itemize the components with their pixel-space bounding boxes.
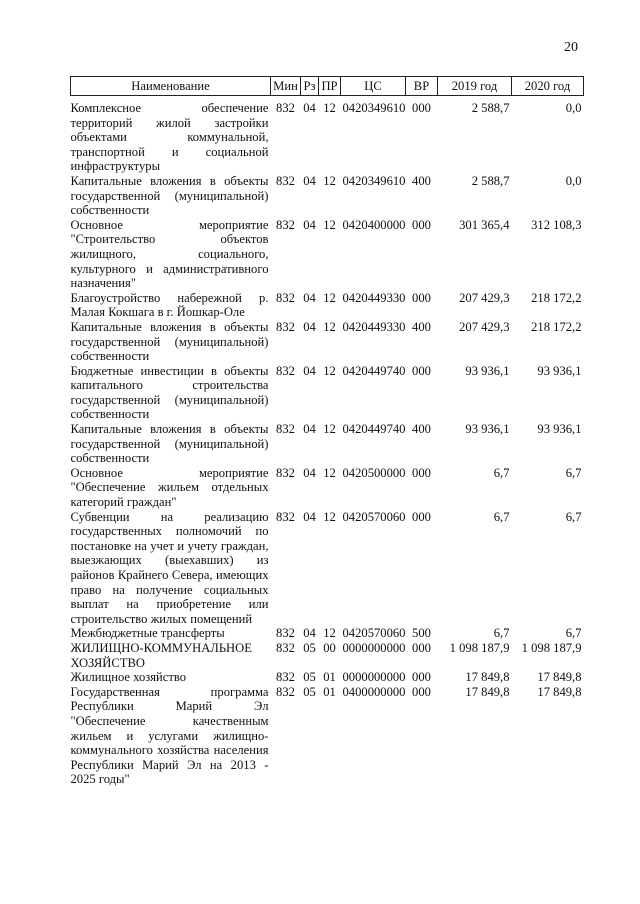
row-rz: 04	[303, 217, 316, 232]
row-amount-2020: 17 849,8	[537, 670, 582, 685]
row-amount-2019: 207 429,3	[459, 290, 510, 305]
row-cs: 0420570060	[342, 626, 406, 641]
row-cs: 0420400000	[342, 217, 406, 232]
row-amount-2020: 0,0	[565, 101, 582, 115]
row-pr: 12	[323, 465, 336, 480]
row-pr: 00	[323, 640, 336, 655]
row-amount-2019: 1 098 187,9	[449, 640, 510, 655]
row-cs: 0420349610	[342, 101, 406, 115]
row-min: 832	[276, 290, 295, 305]
row-name: ЖИЛИЩНО-КОММУНАЛЬНОЕ ХОЗЯЙСТВО	[70, 640, 252, 670]
row-pr: 12	[323, 319, 336, 334]
row-amount-2019: 301 365,4	[459, 217, 510, 232]
row-pr: 01	[323, 684, 336, 699]
table-row	[71, 510, 584, 627]
page-number: 20	[564, 40, 578, 55]
row-min: 832	[276, 684, 295, 699]
row-name: Капитальные вложения в объекты государственной (муниципальной) собственности	[70, 173, 269, 218]
row-vr: 000	[412, 670, 431, 685]
table-row	[71, 641, 584, 670]
row-vr: 000	[412, 684, 431, 699]
row-cs: 0420449740	[342, 363, 406, 378]
row-rz: 05	[303, 640, 316, 655]
row-amount-2019: 17 849,8	[465, 684, 510, 699]
row-cs: 0000000000	[342, 670, 406, 685]
row-rz: 04	[303, 509, 316, 524]
row-rz: 04	[303, 101, 316, 115]
row-cs: 0420570060	[342, 509, 406, 524]
row-cs: 0420449330	[342, 290, 406, 305]
budget-table	[70, 76, 584, 787]
row-pr: 12	[323, 217, 336, 232]
row-amount-2019: 6,7	[493, 465, 510, 480]
row-rz: 05	[303, 684, 316, 699]
row-min: 832	[276, 101, 295, 115]
row-name: Капитальные вложения в объекты государственной (муниципальной) собственности	[70, 422, 269, 466]
row-vr: 000	[412, 363, 431, 378]
table-body	[71, 96, 584, 787]
row-vr: 400	[412, 173, 431, 188]
row-rz: 05	[303, 670, 316, 685]
row-name: Межбюджетные трансферты	[70, 626, 225, 641]
table-row	[71, 626, 584, 641]
row-pr: 12	[323, 363, 336, 378]
table-row	[71, 320, 584, 364]
row-amount-2020: 218 172,2	[531, 290, 582, 305]
row-min: 832	[276, 217, 295, 232]
row-pr: 12	[323, 422, 336, 437]
column-header-2019: 2019 год	[438, 77, 512, 96]
row-amount-2020: 93 936,1	[537, 363, 582, 378]
row-vr: 500	[412, 626, 431, 641]
row-amount-2020: 6,7	[565, 626, 582, 641]
row-amount-2019: 93 936,1	[465, 363, 510, 378]
row-amount-2019: 2 588,7	[471, 101, 510, 115]
row-cs: 0420449330	[342, 319, 406, 334]
row-cs: 0420349610	[342, 173, 406, 188]
row-min: 832	[276, 640, 295, 655]
row-min: 832	[276, 319, 295, 334]
row-pr: 12	[323, 101, 336, 115]
row-min: 832	[276, 626, 295, 641]
row-amount-2019: 6,7	[493, 626, 510, 641]
table-row	[71, 364, 584, 422]
row-amount-2020: 312 108,3	[531, 217, 582, 232]
table-row	[71, 291, 584, 320]
row-rz: 04	[303, 422, 316, 437]
column-header-pr: ПР	[319, 77, 341, 96]
row-min: 832	[276, 465, 295, 480]
row-pr: 12	[323, 509, 336, 524]
column-header-2020: 2020 год	[512, 77, 584, 96]
row-rz: 04	[303, 319, 316, 334]
row-amount-2020: 93 936,1	[537, 422, 582, 437]
row-pr: 01	[323, 670, 336, 685]
row-cs: 0000000000	[342, 640, 406, 655]
row-amount-2019: 207 429,3	[459, 319, 510, 334]
table-row	[71, 466, 584, 510]
row-min: 832	[276, 363, 295, 378]
row-amount-2020: 17 849,8	[537, 684, 582, 699]
row-rz: 04	[303, 173, 316, 188]
table-row	[71, 670, 584, 685]
table-row	[71, 685, 584, 787]
row-vr: 000	[412, 101, 431, 115]
column-header-rz: Рз	[301, 77, 319, 96]
row-vr: 400	[412, 319, 431, 334]
row-vr: 000	[412, 465, 431, 480]
column-header-name: Наименование	[71, 77, 271, 96]
row-min: 832	[276, 509, 295, 524]
row-vr: 000	[412, 290, 431, 305]
row-name: Основное мероприятие "Строительство объектов жилищного, социального, культурного и административного назначения"	[70, 217, 269, 291]
row-rz: 04	[303, 363, 316, 378]
row-rz: 04	[303, 626, 316, 641]
table-row	[71, 174, 584, 218]
row-amount-2019: 93 936,1	[465, 422, 510, 437]
row-min: 832	[276, 173, 295, 188]
row-pr: 12	[323, 173, 336, 188]
row-name: Капитальные вложения в объекты государственной (муниципальной) собственности	[70, 319, 269, 364]
row-pr: 12	[323, 626, 336, 641]
row-vr: 000	[412, 509, 431, 524]
row-amount-2020: 218 172,2	[531, 319, 582, 334]
column-header-vr: ВР	[406, 77, 438, 96]
row-amount-2019: 6,7	[493, 509, 510, 524]
table-row	[71, 422, 584, 466]
table-row	[71, 101, 584, 174]
row-name: Жилищное хозяйство	[70, 670, 187, 685]
column-header-cs: ЦС	[341, 77, 406, 96]
row-amount-2019: 2 588,7	[471, 173, 510, 188]
row-rz: 04	[303, 465, 316, 480]
table-row	[71, 218, 584, 291]
row-pr: 12	[323, 290, 336, 305]
row-vr: 400	[412, 422, 431, 437]
row-name: Комплексное обеспечение территорий жилой застройки объектами коммунальной, транспортной и социальной инфраструктуры	[70, 101, 269, 174]
column-header-min: Мин	[271, 77, 301, 96]
row-amount-2020: 6,7	[565, 509, 582, 524]
row-rz: 04	[303, 290, 316, 305]
row-cs: 0400000000	[342, 684, 406, 699]
row-name: Благоустройство набережной р. Малая Кокшага в г. Йошкар-Оле	[70, 290, 269, 320]
row-name: Бюджетные инвестиции в объекты капитального строительства государственной (муниципальной) собственности	[70, 363, 269, 422]
row-amount-2020: 1 098 187,9	[521, 640, 582, 655]
row-vr: 000	[412, 217, 431, 232]
row-min: 832	[276, 670, 295, 685]
row-name: Основное мероприятие "Обеспечение жильем отдельных категорий граждан"	[70, 465, 269, 510]
row-name: Государственная программа Республики Марий Эл "Обеспечение качественным жильем и услугами жилищно-коммунального хозяйства населения Республики Марий Эл на 2013 - 2025 годы"	[70, 684, 269, 787]
row-cs: 0420449740	[342, 422, 406, 437]
row-amount-2020: 0,0	[565, 173, 582, 188]
table-header-row	[71, 77, 584, 96]
row-amount-2019: 17 849,8	[465, 670, 510, 685]
row-cs: 0420500000	[342, 465, 406, 480]
row-amount-2020: 6,7	[565, 465, 582, 480]
row-name: Субвенции на реализацию государственных полномочий по постановке на учет и учету граждан, выезжающих (выехавших) из районов Крайнего Севера, имеющих право на получение социальных выплат на приобретение или строительство жилых помещений	[70, 509, 269, 626]
row-min: 832	[276, 422, 295, 437]
row-vr: 000	[412, 640, 431, 655]
